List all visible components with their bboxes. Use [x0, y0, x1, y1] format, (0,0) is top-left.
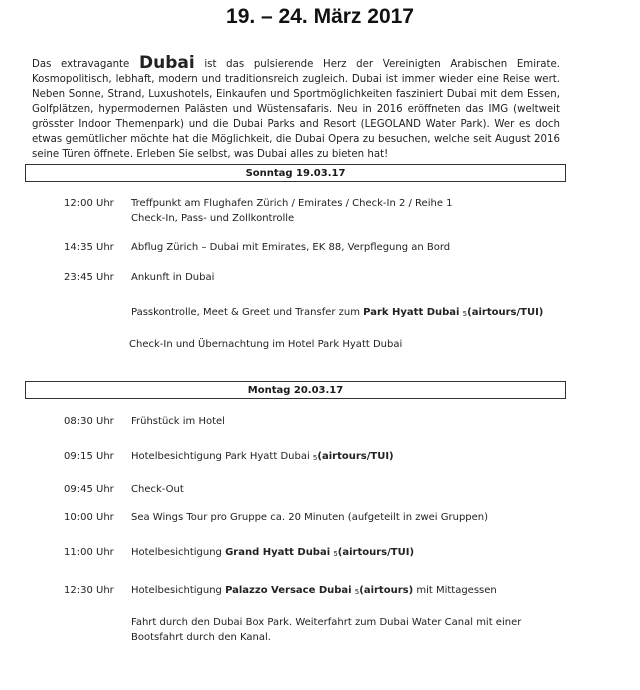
row-text: Frühstück im Hotel	[131, 416, 225, 427]
row-description	[131, 196, 563, 226]
row-text-tail: mit Mittagessen	[413, 585, 497, 596]
row-time: 10:00 Uhr	[64, 512, 114, 523]
operator-tag: (airtours)	[359, 585, 414, 596]
day-header-montag: Montag 20.03.17	[25, 381, 566, 399]
row-time: 23:45 Uhr	[64, 272, 114, 283]
row-time: 09:45 Uhr	[64, 484, 114, 495]
row-text: Fahrt durch den Dubai Box Park. Weiterfahrt zum Dubai Water Canal mit einer Bootsfahrt durch den Kanal.	[131, 617, 522, 643]
intro-paragraph	[32, 53, 560, 162]
row-time: 11:00 Uhr	[64, 547, 114, 558]
row-time: 08:30 Uhr	[64, 416, 114, 427]
row-description	[131, 449, 563, 466]
row-text: Check-Out	[131, 484, 184, 495]
row-text: Hotelbesichtigung	[131, 547, 226, 558]
operator-tag: (airtours/TUI)	[467, 307, 544, 318]
row-time: 14:35 Uhr	[64, 242, 114, 253]
hotel-name: Park Hyatt Dubai	[363, 307, 460, 318]
star-rating: 5	[312, 454, 318, 462]
star-rating: 5	[333, 550, 338, 558]
row-text-second-line: Check-In, Pass- und Zollkontrolle	[131, 213, 295, 224]
row-text: Hotelbesichtigung Park Hyatt Dubai	[131, 451, 313, 462]
hotel-name: Grand Hyatt Dubai	[225, 547, 331, 558]
day-header-sonntag: Sonntag 19.03.17	[25, 164, 566, 182]
row-description	[131, 305, 563, 322]
star-rating: 5	[462, 310, 468, 318]
document-title: 19. – 24. März 2017	[226, 5, 414, 28]
row-description	[131, 545, 563, 562]
row-text: Check-In und Übernachtung im Hotel Park Hyatt Dubai	[129, 339, 403, 350]
row-text: Ankunft in Dubai	[131, 272, 215, 283]
row-time: 09:15 Uhr	[64, 451, 114, 462]
row-text: Passkontrolle, Meet & Greet und Transfer zum	[131, 307, 364, 318]
hotel-name: Palazzo Versace Dubai	[225, 585, 352, 596]
row-text: Hotelbesichtigung	[131, 585, 226, 596]
row-text: Sea Wings Tour pro Gruppe ca. 20 Minuten (aufgeteilt in zwei Gruppen)	[131, 512, 489, 523]
operator-tag: (airtours/TUI)	[337, 547, 415, 558]
star-rating: 5	[354, 588, 360, 596]
row-text: Abflug Zürich – Dubai mit Emirates, EK 88, Verpflegung an Bord	[131, 242, 451, 253]
row-time: 12:30 Uhr	[64, 585, 114, 596]
row-time: 12:00 Uhr	[64, 198, 114, 209]
intro-body: ist das pulsierende Herz der Vereinigten Arabischen Emirate. Kosmopolitisch, lebhaft, modern und traditionsreich zugleich. Dubai ist immer wieder eine Reise wert. Neben Sonne, Strand, Luxushotels, Einkaufen und Sportmöglichkeiten fasziniert Dubai mit dem Essen, Golfplätzen, hypermodernen Palästen und Wüstensafaris. Neu in 2016 eröffneten das IMG (weltweit grösster Indoor Themenpark) und die Dubai Parks and Resort (LEGOLAND Water Park). Wer es doch etwas gemütlicher möchte hat die Möglichkeit, die Dubai Opera zu besuchen, welche seit August 2016 seine Türen öffnete. Erleben Sie selbst, was Dubai alles zu bieten hat!	[32, 59, 560, 160]
row-description	[131, 583, 563, 600]
intro-highlight: Dubai	[138, 53, 195, 73]
intro-lead: Das extravagante	[32, 59, 130, 70]
row-text: Treffpunkt am Flughafen Zürich / Emirates / Check-In 2 / Reihe 1	[131, 198, 453, 209]
operator-tag: (airtours/TUI)	[317, 451, 394, 462]
